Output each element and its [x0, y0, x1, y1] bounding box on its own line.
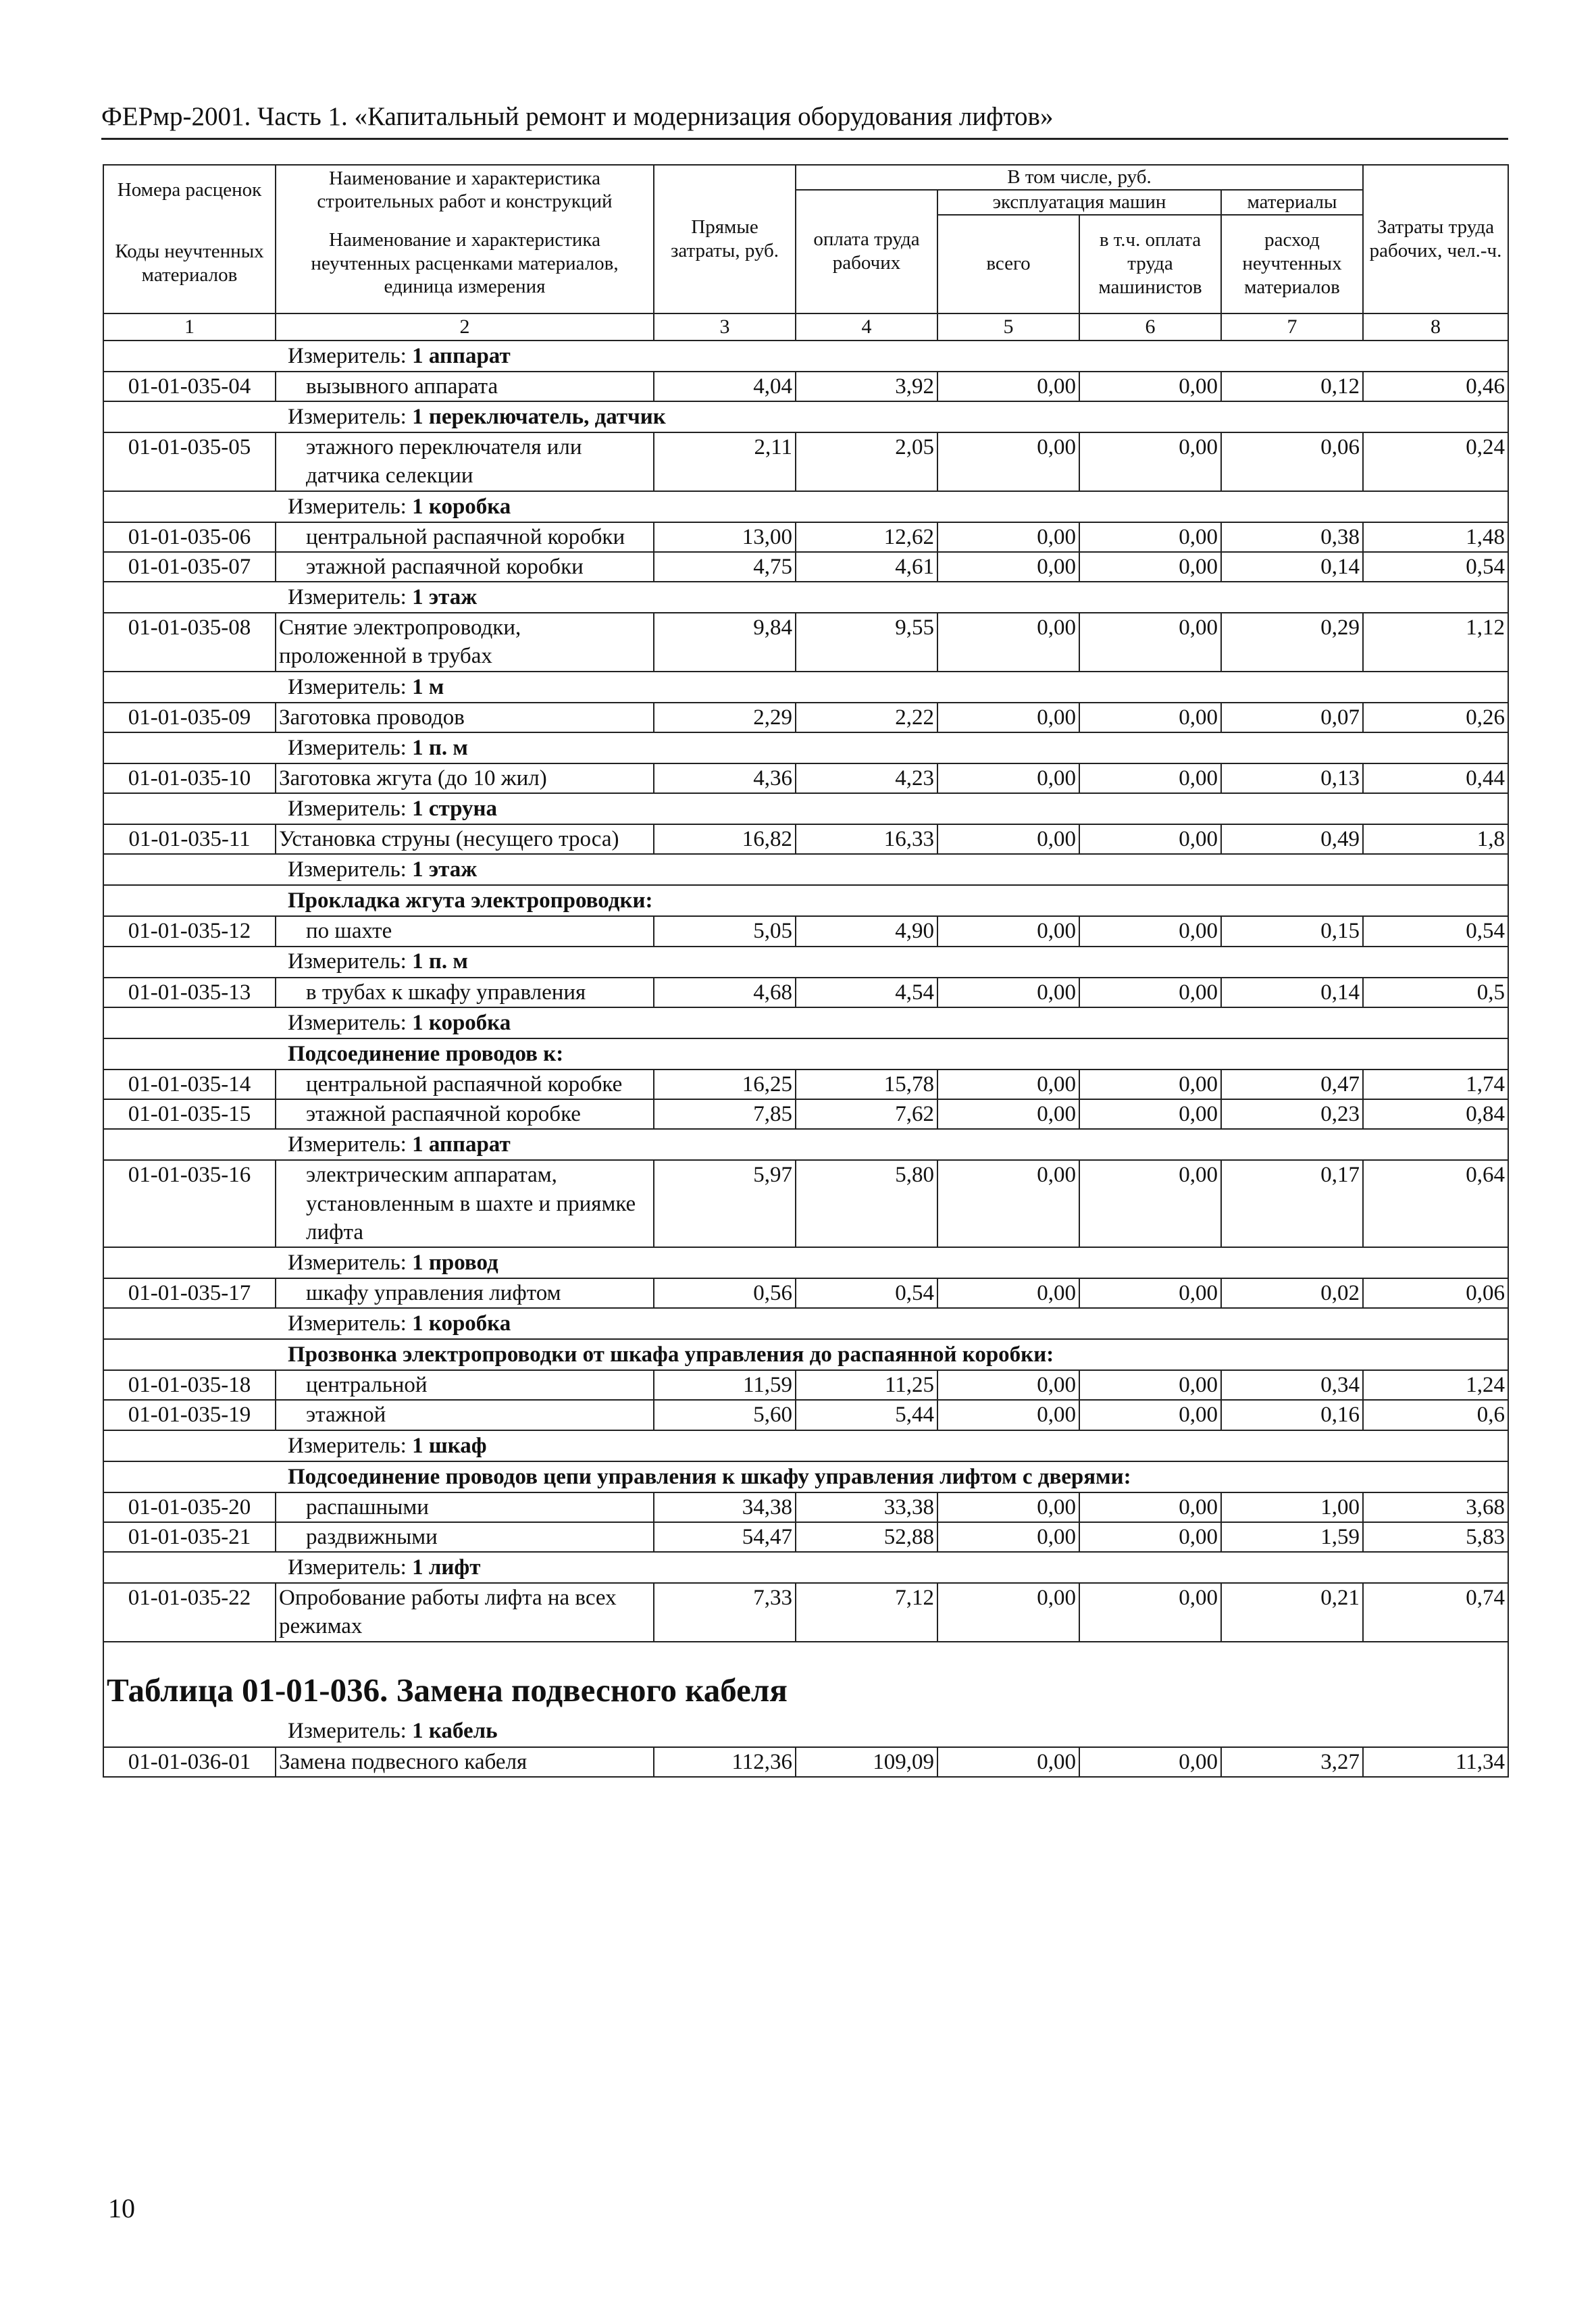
materials-costs: 0,07: [1221, 703, 1363, 732]
col1-header-top: Номера расценок: [103, 165, 276, 215]
labor-hours: 0,46: [1363, 372, 1508, 401]
column-number: 8: [1363, 313, 1508, 341]
rate-code: 01-01-035-09: [103, 703, 276, 732]
meter-row: [103, 1717, 1508, 1747]
operator-wages: 0,00: [1079, 1370, 1221, 1400]
rate-code: 01-01-035-15: [103, 1099, 276, 1129]
work-description: этажной распаячной коробки: [276, 552, 654, 582]
worker-wages: 109,09: [796, 1747, 937, 1777]
column-number: 6: [1079, 313, 1221, 341]
worker-wages: 4,23: [796, 763, 937, 793]
worker-wages: 4,90: [796, 916, 937, 946]
direct-costs: 7,33: [654, 1583, 796, 1641]
labor-hours: 0,24: [1363, 432, 1508, 491]
subheading-row: [103, 885, 1508, 916]
machines-total: 0,00: [937, 1099, 1079, 1129]
labor-hours: 0,84: [1363, 1099, 1508, 1129]
table-row: [103, 1099, 1508, 1129]
operator-wages: 0,00: [1079, 1278, 1221, 1308]
direct-costs: 4,04: [654, 372, 796, 401]
worker-wages: 9,55: [796, 613, 937, 671]
table-row: [103, 978, 1508, 1007]
work-description: шкафу управления лифтом: [276, 1278, 654, 1308]
labor-hours: 3,68: [1363, 1492, 1508, 1522]
meter-unit: 1 этаж: [412, 585, 478, 610]
work-description: по шахте: [276, 916, 654, 946]
machines-total: 0,00: [937, 1492, 1079, 1522]
meter-unit: 1 шкаф: [412, 1433, 487, 1458]
page-number: 10: [108, 2193, 135, 2223]
operator-wages: 0,00: [1079, 372, 1221, 401]
column-number: 3: [654, 313, 796, 341]
subheading-row: [103, 1339, 1508, 1370]
table-row: [103, 1160, 1508, 1247]
table-body: [103, 341, 1508, 1777]
rate-code: 01-01-035-08: [103, 613, 276, 671]
meter-label: Измеритель:: [288, 735, 407, 760]
machines-total: 0,00: [937, 1370, 1079, 1400]
meter-cell: [103, 854, 1508, 885]
direct-costs: 9,84: [654, 613, 796, 671]
group-header-machines: эксплуатация машин: [937, 190, 1221, 215]
page-header: ФЕРмр-2001. Часть 1. «Капитальный ремонт и модернизация оборудования лифтов»: [101, 102, 1054, 131]
rate-code: 01-01-035-21: [103, 1522, 276, 1552]
rate-code: 01-01-035-13: [103, 978, 276, 1007]
worker-wages: 11,25: [796, 1370, 937, 1400]
meter-row: [103, 1552, 1508, 1583]
col8-header: Затраты труда рабочих, чел.-ч.: [1363, 165, 1508, 313]
meter-row: [103, 401, 1508, 432]
materials-costs: 0,14: [1221, 978, 1363, 1007]
labor-hours: 0,5: [1363, 978, 1508, 1007]
materials-costs: 0,17: [1221, 1160, 1363, 1247]
direct-costs: 4,36: [654, 763, 796, 793]
meter-label: Измеритель:: [288, 1010, 407, 1035]
work-description: этажной распаячной коробке: [276, 1099, 654, 1129]
meter-label: Измеритель:: [288, 674, 407, 699]
rate-code: 01-01-035-11: [103, 824, 276, 854]
table-row: [103, 372, 1508, 401]
table-row: [103, 763, 1508, 793]
meter-label: Измеритель:: [288, 1555, 407, 1580]
operator-wages: 0,00: [1079, 824, 1221, 854]
table-row: [103, 1583, 1508, 1641]
work-description: Заготовка жгута (до 10 жил): [276, 763, 654, 793]
table-title: Таблица 01-01-036. Замена подвесного кабеля: [103, 1669, 1508, 1717]
direct-costs: 13,00: [654, 522, 796, 552]
meter-cell: [103, 341, 1508, 372]
meter-row: [103, 1007, 1508, 1038]
meter-unit: 1 м: [412, 674, 444, 699]
materials-costs: 0,38: [1221, 522, 1363, 552]
meter-label: Измеритель:: [288, 343, 407, 368]
materials-costs: 1,00: [1221, 1492, 1363, 1522]
operator-wages: 0,00: [1079, 1492, 1221, 1522]
meter-unit: 1 п. м: [412, 949, 468, 974]
meter-row: [103, 341, 1508, 372]
materials-costs: 0,06: [1221, 432, 1363, 491]
meter-label: Измеритель:: [288, 585, 407, 610]
meter-unit: 1 этаж: [412, 857, 478, 882]
meter-unit: 1 аппарат: [412, 1132, 511, 1157]
subheading-row: [103, 1461, 1508, 1492]
worker-wages: 52,88: [796, 1522, 937, 1552]
machines-total: 0,00: [937, 978, 1079, 1007]
meter-row: [103, 732, 1508, 763]
materials-costs: 0,16: [1221, 1400, 1363, 1430]
operator-wages: 0,00: [1079, 978, 1221, 1007]
meter-cell: [103, 1308, 1508, 1339]
worker-wages: 12,62: [796, 522, 937, 552]
worker-wages: 15,78: [796, 1070, 937, 1099]
worker-wages: 7,12: [796, 1583, 937, 1641]
meter-cell: [103, 1129, 1508, 1160]
work-description: Установка струны (несущего троса): [276, 824, 654, 854]
materials-costs: 0,02: [1221, 1278, 1363, 1308]
meter-cell: [103, 1717, 1508, 1747]
direct-costs: 5,60: [654, 1400, 796, 1430]
table-row: [103, 1747, 1508, 1777]
labor-hours: 1,74: [1363, 1070, 1508, 1099]
direct-costs: 4,68: [654, 978, 796, 1007]
rate-code: 01-01-035-14: [103, 1070, 276, 1099]
labor-hours: 0,6: [1363, 1400, 1508, 1430]
machines-total: 0,00: [937, 522, 1079, 552]
meter-cell: [103, 1430, 1508, 1461]
materials-costs: 0,14: [1221, 552, 1363, 582]
machines-total: 0,00: [937, 1522, 1079, 1552]
operator-wages: 0,00: [1079, 703, 1221, 732]
direct-costs: 16,25: [654, 1070, 796, 1099]
meter-row: [103, 1430, 1508, 1461]
column-number: 2: [276, 313, 654, 341]
work-description: вызывного аппарата: [276, 372, 654, 401]
meter-cell: [103, 732, 1508, 763]
operator-wages: 0,00: [1079, 916, 1221, 946]
table-title-row: [103, 1669, 1508, 1717]
rate-code: 01-01-035-20: [103, 1492, 276, 1522]
materials-costs: 0,23: [1221, 1099, 1363, 1129]
machines-total: 0,00: [937, 1070, 1079, 1099]
rates-table: [103, 164, 1509, 1778]
col4-header: оплата труда рабочих: [796, 190, 937, 313]
rate-code: 01-01-035-22: [103, 1583, 276, 1641]
rate-code: 01-01-035-12: [103, 916, 276, 946]
meter-label: Измеритель:: [288, 405, 407, 430]
machines-total: 0,00: [937, 1278, 1079, 1308]
subheading: Подсоединение проводов цепи управления к шкафу управления лифтом с дверями:: [103, 1461, 1508, 1492]
table-row: [103, 552, 1508, 582]
meter-unit: 1 кабель: [412, 1719, 498, 1744]
machines-total: 0,00: [937, 372, 1079, 401]
labor-hours: 0,54: [1363, 552, 1508, 582]
col2-header-bottom: Наименование и характеристика неучтенных расценками материалов, единица измерения: [276, 215, 654, 313]
meter-label: Измеритель:: [288, 494, 407, 519]
rate-code: 01-01-035-07: [103, 552, 276, 582]
meter-unit: 1 струна: [412, 796, 498, 821]
machines-total: 0,00: [937, 1583, 1079, 1641]
operator-wages: 0,00: [1079, 1747, 1221, 1777]
machines-total: 0,00: [937, 1400, 1079, 1430]
meter-unit: 1 аппарат: [412, 343, 511, 368]
group-header-main: В том числе, руб.: [796, 165, 1363, 190]
table-row: [103, 703, 1508, 732]
work-description: этажной: [276, 1400, 654, 1430]
meter-row: [103, 1308, 1508, 1339]
meter-row: [103, 793, 1508, 824]
operator-wages: 0,00: [1079, 1099, 1221, 1129]
materials-costs: 1,59: [1221, 1522, 1363, 1552]
table-row: [103, 1400, 1508, 1430]
meter-cell: [103, 793, 1508, 824]
spacer-row: [103, 1642, 1508, 1669]
meter-row: [103, 491, 1508, 522]
column-number: 7: [1221, 313, 1363, 341]
rate-code: 01-01-035-10: [103, 763, 276, 793]
meter-cell: [103, 401, 1508, 432]
operator-wages: 0,00: [1079, 522, 1221, 552]
materials-costs: 0,47: [1221, 1070, 1363, 1099]
worker-wages: 0,54: [796, 1278, 937, 1308]
machines-total: 0,00: [937, 916, 1079, 946]
work-description: этажного переключателя или датчика селекции: [276, 432, 654, 491]
col2-header-top: Наименование и характеристика строительных работ и конструкций: [276, 165, 654, 215]
table-row: [103, 613, 1508, 671]
machines-total: 0,00: [937, 552, 1079, 582]
direct-costs: 16,82: [654, 824, 796, 854]
subheading: Прозвонка электропроводки от шкафа управления до распаянной коробки:: [103, 1339, 1508, 1370]
work-description: центральной распаячной коробки: [276, 522, 654, 552]
meter-label: Измеритель:: [288, 1433, 407, 1458]
labor-hours: 0,54: [1363, 916, 1508, 946]
work-description: электрическим аппаратам, установленным в шахте и приямке лифта: [276, 1160, 654, 1247]
rate-code: 01-01-035-16: [103, 1160, 276, 1247]
rate-code: 01-01-035-05: [103, 432, 276, 491]
column-numbers-row: [103, 313, 1508, 341]
direct-costs: 2,11: [654, 432, 796, 491]
machines-total: 0,00: [937, 703, 1079, 732]
rate-code: 01-01-035-18: [103, 1370, 276, 1400]
labor-hours: 1,12: [1363, 613, 1508, 671]
worker-wages: 2,22: [796, 703, 937, 732]
col3-header: Прямые затраты, руб.: [654, 165, 796, 313]
meter-label: Измеритель:: [288, 857, 407, 882]
work-description: распашными: [276, 1492, 654, 1522]
operator-wages: 0,00: [1079, 1400, 1221, 1430]
materials-costs: 0,49: [1221, 824, 1363, 854]
meter-row: [103, 1247, 1508, 1278]
direct-costs: 4,75: [654, 552, 796, 582]
worker-wages: 3,92: [796, 372, 937, 401]
labor-hours: 0,44: [1363, 763, 1508, 793]
labor-hours: 11,34: [1363, 1747, 1508, 1777]
labor-hours: 1,8: [1363, 824, 1508, 854]
direct-costs: 7,85: [654, 1099, 796, 1129]
col1-header-bottom: Коды неучтенных материалов: [103, 215, 276, 313]
meter-unit: 1 коробка: [412, 494, 511, 519]
column-number: 4: [796, 313, 937, 341]
operator-wages: 0,00: [1079, 552, 1221, 582]
meter-unit: 1 лифт: [412, 1555, 481, 1580]
rate-code: 01-01-036-01: [103, 1747, 276, 1777]
work-description: центральной распаячной коробке: [276, 1070, 654, 1099]
machines-total: 0,00: [937, 824, 1079, 854]
work-description: центральной: [276, 1370, 654, 1400]
materials-costs: 0,12: [1221, 372, 1363, 401]
meter-cell: [103, 947, 1508, 978]
meter-row: [103, 947, 1508, 978]
meter-label: Измеритель:: [288, 949, 407, 974]
work-description: в трубах к шкафу управления: [276, 978, 654, 1007]
meter-label: Измеритель:: [288, 1132, 407, 1157]
meter-row: [103, 672, 1508, 703]
col5-header: всего: [937, 215, 1079, 313]
operator-wages: 0,00: [1079, 432, 1221, 491]
materials-costs: 0,29: [1221, 613, 1363, 671]
machines-total: 0,00: [937, 763, 1079, 793]
labor-hours: 1,48: [1363, 522, 1508, 552]
worker-wages: 4,61: [796, 552, 937, 582]
table-row: [103, 522, 1508, 552]
worker-wages: 5,80: [796, 1160, 937, 1247]
table-row: [103, 432, 1508, 491]
spacer-cell: [103, 1642, 1508, 1669]
meter-label: Измеритель:: [288, 796, 407, 821]
operator-wages: 0,00: [1079, 1522, 1221, 1552]
meter-cell: [103, 491, 1508, 522]
work-description: раздвижными: [276, 1522, 654, 1552]
meter-cell: [103, 1552, 1508, 1583]
labor-hours: 1,24: [1363, 1370, 1508, 1400]
table-row: [103, 1070, 1508, 1099]
materials-costs: 0,21: [1221, 1583, 1363, 1641]
meter-row: [103, 1129, 1508, 1160]
meter-cell: [103, 1247, 1508, 1278]
direct-costs: 5,05: [654, 916, 796, 946]
group-header-materials: материалы: [1221, 190, 1363, 215]
table-row: [103, 1522, 1508, 1552]
worker-wages: 16,33: [796, 824, 937, 854]
table-row: [103, 1492, 1508, 1522]
work-description: Заготовка проводов: [276, 703, 654, 732]
meter-unit: 1 п. м: [412, 735, 468, 760]
meter-unit: 1 переключатель, датчик: [412, 405, 666, 430]
machines-total: 0,00: [937, 1160, 1079, 1247]
table-row: [103, 1370, 1508, 1400]
meter-unit: 1 провод: [412, 1250, 498, 1275]
operator-wages: 0,00: [1079, 1070, 1221, 1099]
meter-row: [103, 854, 1508, 885]
direct-costs: 2,29: [654, 703, 796, 732]
machines-total: 0,00: [937, 1747, 1079, 1777]
labor-hours: 5,83: [1363, 1522, 1508, 1552]
labor-hours: 0,64: [1363, 1160, 1508, 1247]
materials-costs: 3,27: [1221, 1747, 1363, 1777]
rate-code: 01-01-035-04: [103, 372, 276, 401]
worker-wages: 5,44: [796, 1400, 937, 1430]
direct-costs: 34,38: [654, 1492, 796, 1522]
table-row: [103, 1278, 1508, 1308]
column-number: 5: [937, 313, 1079, 341]
table-row: [103, 824, 1508, 854]
rate-code: 01-01-035-17: [103, 1278, 276, 1308]
operator-wages: 0,00: [1079, 763, 1221, 793]
worker-wages: 33,38: [796, 1492, 937, 1522]
table-row: [103, 916, 1508, 946]
direct-costs: 11,59: [654, 1370, 796, 1400]
rate-code: 01-01-035-19: [103, 1400, 276, 1430]
materials-costs: 0,34: [1221, 1370, 1363, 1400]
meter-label: Измеритель:: [288, 1719, 407, 1744]
labor-hours: 0,74: [1363, 1583, 1508, 1641]
meter-unit: 1 коробка: [412, 1010, 511, 1035]
operator-wages: 0,00: [1079, 1583, 1221, 1641]
column-number: 1: [103, 313, 276, 341]
labor-hours: 0,06: [1363, 1278, 1508, 1308]
meter-label: Измеритель:: [288, 1250, 407, 1275]
table-header: [103, 165, 1508, 341]
direct-costs: 5,97: [654, 1160, 796, 1247]
subheading: Прокладка жгута электропроводки:: [103, 885, 1508, 916]
direct-costs: 112,36: [654, 1747, 796, 1777]
meter-cell: [103, 672, 1508, 703]
materials-costs: 0,13: [1221, 763, 1363, 793]
direct-costs: 0,56: [654, 1278, 796, 1308]
meter-label: Измеритель:: [288, 1311, 407, 1336]
labor-hours: 0,26: [1363, 703, 1508, 732]
meter-unit: 1 коробка: [412, 1311, 511, 1336]
materials-costs: 0,15: [1221, 916, 1363, 946]
operator-wages: 0,00: [1079, 1160, 1221, 1247]
work-description: Замена подвесного кабеля: [276, 1747, 654, 1777]
machines-total: 0,00: [937, 613, 1079, 671]
worker-wages: 2,05: [796, 432, 937, 491]
work-description: Опробование работы лифта на всех режимах: [276, 1583, 654, 1641]
meter-row: [103, 582, 1508, 613]
worker-wages: 7,62: [796, 1099, 937, 1129]
col7-header: расход неучтенных материалов: [1221, 215, 1363, 313]
header-rule: [101, 138, 1508, 140]
operator-wages: 0,00: [1079, 613, 1221, 671]
subheading-row: [103, 1038, 1508, 1070]
meter-cell: [103, 1007, 1508, 1038]
work-description: Снятие электропроводки, проложенной в трубах: [276, 613, 654, 671]
rate-code: 01-01-035-06: [103, 522, 276, 552]
worker-wages: 4,54: [796, 978, 937, 1007]
machines-total: 0,00: [937, 432, 1079, 491]
subheading: Подсоединение проводов к:: [103, 1038, 1508, 1070]
col6-header: в т.ч. оплата труда машинистов: [1079, 215, 1221, 313]
meter-cell: [103, 582, 1508, 613]
direct-costs: 54,47: [654, 1522, 796, 1552]
